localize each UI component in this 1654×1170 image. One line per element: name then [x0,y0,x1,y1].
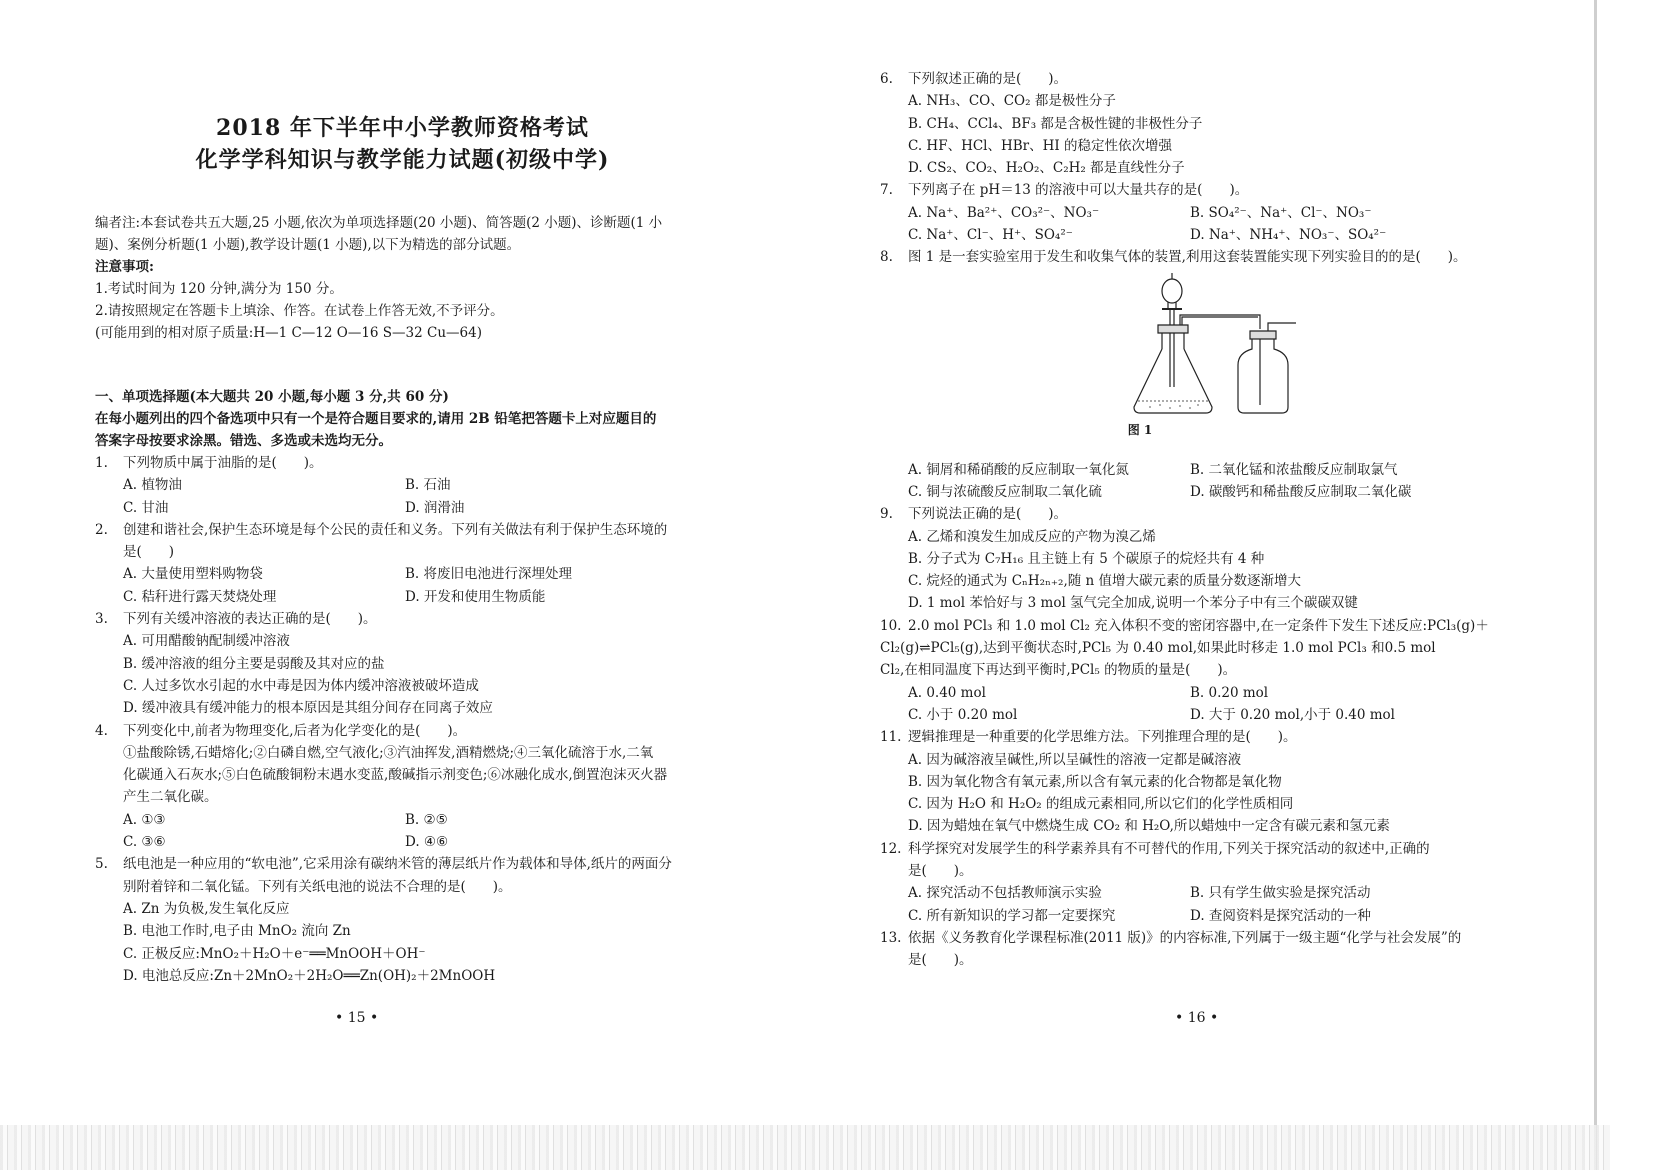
question-number: 12. [880,840,902,857]
question-stem-cont: Cl₂,在相同温度下再达到平衡时,PCl₅ 的物质的量是( )。 [880,662,1237,679]
option-b: B. 缓冲溶液的组分主要是弱酸及其对应的盐 [123,655,385,672]
question-stem-cont: 别附着锌和二氧化锰。下列有关纸电池的说法不合理的是( )。 [123,878,512,895]
option-b: B. 将废旧电池进行深埋处理 [405,566,573,583]
question-body-3: 产生二氧化碳。 [123,789,218,806]
option-c: C. Na⁺、Cl⁻、H⁺、SO₄²⁻ [908,227,1073,244]
question-body-2: 化碳通入石灰水;⑤白色硫酸铜粉末遇水变蓝,酸碱指示剂变色;⑥冰融化成水,倒置泡沫灭火器 [123,767,668,784]
option-c: C. 秸秆进行露天焚烧处理 [123,588,277,605]
page-number-right: • 16 • [1175,1010,1219,1026]
question-stem: 创建和谐社会,保护生态环境是每个公民的责任和义务。下列有关做法有利于保护生态环境的 [123,521,668,538]
option-b: B. 0.20 mol [1190,684,1269,701]
notice-item-2: 2.请按照规定在答题卡上填涂、作答。在试卷上作答无效,不予评分。 [95,303,504,319]
option-a: A. 植物油 [123,477,182,494]
option-d: D. 电池总反应:Zn＋2MnO₂＋2H₂O══Zn(OH)₂＋2MnOOH [123,967,496,984]
option-a: A. ①③ [123,811,166,828]
scan-edge [1594,0,1597,1170]
question-5 [95,853,710,875]
option-b: B. SO₄²⁻、Na⁺、Cl⁻、NO₃⁻ [1190,204,1372,221]
option-a: A. NH₃、CO、CO₂ 都是极性分子 [908,93,1116,110]
editor-note-line2: 题)、案例分析题(1 小题),教学设计题(1 小题),以下为精选的部分试题。 [95,237,521,253]
question-stem: 图 1 是一套实验室用于发生和收集气体的装置,利用这套装置能实现下列实验目的的是( )。 [908,249,1467,266]
question-13 [880,927,1520,949]
option-d: D. 因为蜡烛在氧气中燃烧生成 CO₂ 和 H₂O,所以蜡烛中一定含有碳元素和氢元素 [908,818,1390,835]
section-heading: 一、单项选择题(本大题共 20 小题,每小题 3 分,共 60 分) [95,389,449,405]
question-stem-cont: 是( ) [123,544,175,561]
question-number: 3. [95,611,108,628]
option-a: A. 因为碱溶液呈碱性,所以呈碱性的溶液一定都是碱溶液 [908,751,1242,768]
option-d: D. 缓冲液具有缓冲能力的根本原因是其组分间存在同离子效应 [123,700,493,717]
option-d: D. 1 mol 苯恰好与 3 mol 氢气完全加成,说明一个苯分子中有三个碳碳双键 [908,595,1358,612]
option-c: C. 正极反应:MnO₂＋H₂O＋e⁻══MnOOH＋OH⁻ [123,945,426,962]
option-a: A. 0.40 mol [908,684,986,701]
option-d: D. 开发和使用生物质能 [405,588,546,605]
question-number: 10. [880,617,902,634]
question-stem: 下列离子在 pH＝13 的溶液中可以大量共存的是( )。 [908,182,1249,199]
page-16 [880,68,1520,972]
question-number: 13. [880,929,902,946]
option-b: B. 只有学生做实验是探究活动 [1190,885,1371,902]
option-b: B. 电池工作时,电子由 MnO₂ 流向 Zn [123,923,351,940]
question-stem: 下列有关缓冲溶液的表达正确的是( )。 [123,611,377,628]
option-c: C. 烷烃的通式为 CₙH₂ₙ₊₂,随 n 值增大碳元素的质量分数逐渐增大 [908,573,1302,590]
figure-caption: 图 1 [1127,422,1153,437]
option-a: A. 铜屑和稀硝酸的反应制取一氧化氮 [908,461,1129,478]
option-c: C. 所有新知识的学习都一定要探究 [908,907,1116,924]
question-stem: 下列说法正确的是( )。 [908,506,1068,523]
question-6 [880,68,1520,90]
question-stem: 依据《义务教育化学课程标准(2011 版)》的内容标准,下列属于一级主题“化学与社会发展”的 [908,929,1462,946]
question-number: 11. [880,729,902,746]
question-number: 1. [95,455,108,471]
question-stem: 下列叙述正确的是( )。 [908,71,1068,87]
section-instruction-2: 答案字母按要求涂黑。错选、多选或未选均无分。 [95,433,392,449]
scan-artifact-strip [0,1125,1610,1170]
option-a: A. Na⁺、Ba²⁺、CO₃²⁻、NO₃⁻ [908,204,1100,221]
question-stem: 下列物质中属于油脂的是( )。 [123,455,323,471]
option-b: B. CH₄、CCl₄、BF₃ 都是含极性键的非极性分子 [908,115,1203,132]
option-c: C. ③⑥ [123,834,166,851]
question-number: 5. [95,856,108,873]
question-2 [95,519,710,541]
option-a: A. 大量使用塑料购物袋 [123,566,263,583]
question-body-1: ①盐酸除锈,石蜡熔化;②白磷自燃,空气液化;③汽油挥发,酒精燃烧;④三氧化硫溶于水,二氧 [123,744,654,761]
option-a: A. 可用醋酸钠配制缓冲溶液 [123,633,290,650]
page-number-left: • 15 • [335,1010,379,1026]
figure-1 [880,269,1520,459]
option-d: D. Na⁺、NH₄⁺、NO₃⁻、SO₄²⁻ [1190,227,1387,244]
notice-heading: 注意事项: [95,259,154,275]
option-c: C. 甘油 [123,499,169,516]
option-b: B. 石油 [405,477,451,494]
notice-item-1: 1.考试时间为 120 分钟,满分为 150 分。 [95,281,343,297]
option-c: C. 小于 0.20 mol [908,706,1018,723]
option-d: D. 碳酸钙和稀盐酸反应制取二氧化碳 [1190,483,1412,500]
question-stem: 逻辑推理是一种重要的化学思维方法。下列推理合理的是( )。 [908,729,1297,746]
question-stem-cont: 是( )。 [908,952,973,969]
option-b: B. 二氧化锰和浓盐酸反应制取氯气 [1190,461,1398,478]
question-11 [880,726,1520,748]
exam-title-line2: 化学学科知识与教学能力试题(初级中学) [195,147,610,173]
editor-note-line1: 编者注:本套试卷共五大题,25 小题,依次为单项选择题(20 小题)、简答题(2 小题)、诊断题(1 小 [95,215,663,231]
question-4 [95,720,710,742]
question-stem: 2.0 mol PCl₃ 和 1.0 mol Cl₂ 充入体积不变的密闭容器中,在一定条件下发生下述反应:PCl₃(g)＋ [908,617,1489,634]
option-a: A. 乙烯和溴发生加成反应的产物为溴乙烯 [908,528,1156,545]
question-1 [95,452,710,474]
option-d: D. 润滑油 [405,499,465,516]
option-a: A. Zn 为负极,发生氧化反应 [123,900,290,917]
question-stem: 下列变化中,前者为物理变化,后者为化学变化的是( )。 [123,722,467,739]
option-b: B. 分子式为 C₇H₁₆ 且主链上有 5 个碳原子的烷烃共有 4 种 [908,550,1265,567]
option-d: D. 查阅资料是探究活动的一种 [1190,907,1371,924]
question-9 [880,503,1520,525]
question-12 [880,838,1520,860]
question-stem-cont: 是( )。 [908,863,973,880]
option-c: C. 因为 H₂O 和 H₂O₂ 的组成元素相同,所以它们的化学性质相同 [908,796,1294,813]
question-number: 8. [880,249,893,266]
page-15 [95,0,710,987]
question-number: 6. [880,71,893,87]
question-number: 9. [880,506,893,523]
option-d: D. CS₂、CO₂、H₂O₂、C₂H₂ 都是直线性分子 [908,160,1185,177]
question-7 [880,179,1520,201]
question-stem: 科学探究对发展学生的科学素养具有不可替代的作用,下列关于探究活动的叙述中,正确的 [908,840,1430,857]
question-number: 7. [880,182,893,199]
notice-atomic-masses: (可能用到的相对原子质量:H—1 C—12 O—16 S—32 Cu—64) [95,325,482,341]
option-d: D. 大于 0.20 mol,小于 0.40 mol [1190,706,1395,723]
gas-apparatus-diagram [1110,269,1310,419]
option-c: C. 人过多饮水引起的水中毒是因为体内缓冲溶液被破坏造成 [123,677,479,694]
question-3 [95,608,710,630]
option-a: A. 探究活动不包括教师演示实验 [908,885,1102,902]
option-c: C. 铜与浓硫酸反应制取二氧化硫 [908,483,1102,500]
section-instruction-1: 在每小题列出的四个备选项中只有一个是符合题目要求的,请用 2B 铅笔把答题卡上对应题目的 [95,411,657,427]
question-8 [880,246,1520,268]
exam-title-line1: 2018 年下半年中小学教师资格考试 [216,115,589,141]
option-b: B. 因为氧化物含有氧元素,所以含有氧元素的化合物都是氧化物 [908,773,1282,790]
question-number: 4. [95,722,108,739]
question-stem-cont: Cl₂(g)⇌PCl₅(g),达到平衡状态时,PCl₅ 为 0.40 mol,如果此时移走 1.0 mol PCl₃ 和0.5 mol [880,640,1436,657]
question-stem: 纸电池是一种应用的“软电池”,它采用涂有碳纳米管的薄层纸片作为载体和导体,纸片的两面分 [123,856,672,873]
question-10 [880,615,1520,637]
option-b: B. ②⑤ [405,811,448,828]
option-d: D. ④⑥ [405,834,449,851]
question-number: 2. [95,521,108,538]
option-c: C. HF、HCl、HBr、HI 的稳定性依次增强 [908,137,1173,154]
